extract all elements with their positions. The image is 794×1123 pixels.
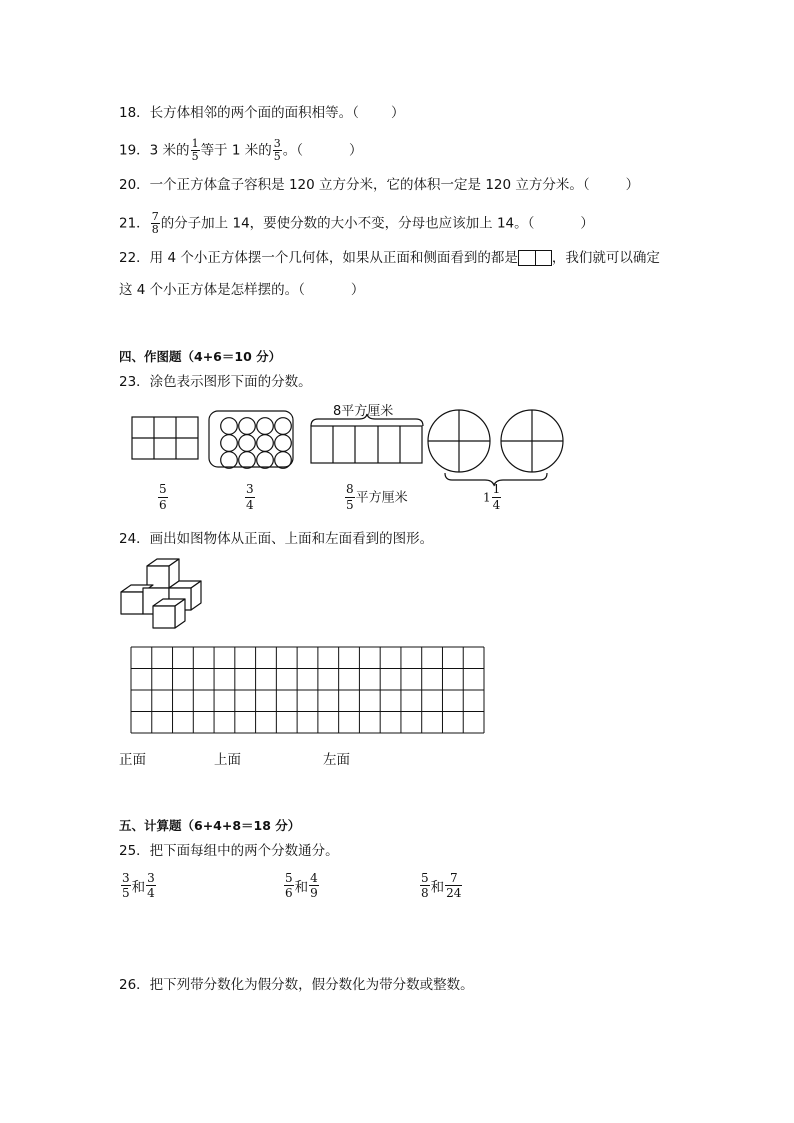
cube-stack-figure xyxy=(115,556,215,632)
drawing-grid[interactable] xyxy=(130,646,486,736)
circles-box-figure xyxy=(209,411,293,468)
fraction-label-1: $\frac{5}{6}$ xyxy=(159,482,167,512)
fraction: $\frac{3}{5}$ xyxy=(273,137,281,163)
question-25: 25．把下面每组中的两个分数通分。 xyxy=(119,843,339,859)
quartered-circles-figure xyxy=(428,410,563,485)
fraction-label-2: $\frac{3}{4}$ xyxy=(246,482,254,512)
view-label-top: 上面 xyxy=(214,752,241,768)
fraction: $\frac{7}{8}$ xyxy=(151,210,159,236)
fraction-pair-1: $\frac{3}{5}$ 和 $\frac{3}{4}$ xyxy=(122,871,155,900)
strip-figure xyxy=(311,414,423,463)
question-26: 26．把下列带分数化为假分数，假分数化为带分数或整数。 xyxy=(119,977,474,993)
fraction-pair-2: $\frac{5}{6}$ 和 $\frac{4}{9}$ xyxy=(285,871,318,900)
fraction-label-3: $\frac{8}{5}$ 平方厘米 xyxy=(346,482,408,512)
view-label-left: 左面 xyxy=(323,752,350,768)
question-24: 24．画出如图物体从正面、上面和左面看到的图形。 xyxy=(119,531,434,547)
grid-2x3-figure xyxy=(132,417,198,459)
question-20: 20．一个正方体盒子容积是 120 立方分米，它的体积一定是 120 立方分米。（ ） xyxy=(119,177,640,193)
fraction: $\frac{1}{5}$ xyxy=(191,137,199,163)
question-23: 23．涂色表示图形下面的分数。 xyxy=(119,374,312,390)
area-label: 8平方厘米 xyxy=(333,404,394,419)
two-square-icon xyxy=(518,250,552,266)
fraction-pair-3: $\frac{5}{8}$ 和 $\frac{7}{24}$ xyxy=(421,871,462,900)
question-22-line2: 这 4 个小正方体是怎样摆的。（ ） xyxy=(119,282,365,298)
question-19: 19．3 米的 $\frac{1}{5}$ 等于 1 米的 $\frac{3}{5}$ 。（ ） xyxy=(119,137,363,163)
section-heading-5: 五、计算题（6+4+8＝18 分） xyxy=(119,818,301,833)
section-heading-4: 四、作图题（4+6＝10 分） xyxy=(119,349,282,364)
question-21: 21． $\frac{7}{8}$ 的分子加上 14，要使分数的大小不变，分母也应该加上 14。（ ） xyxy=(119,210,594,236)
question-22: 22．用 4 个小正方体摆一个几何体，如果从正面和侧面看到的都是 ，我们就可以确定 xyxy=(119,250,660,266)
fraction-label-4: 1 $\frac{1}{4}$ xyxy=(483,482,501,512)
question-18: 18．长方体相邻的两个面的面积相等。（ ） xyxy=(119,105,405,121)
view-label-front: 正面 xyxy=(119,752,146,768)
